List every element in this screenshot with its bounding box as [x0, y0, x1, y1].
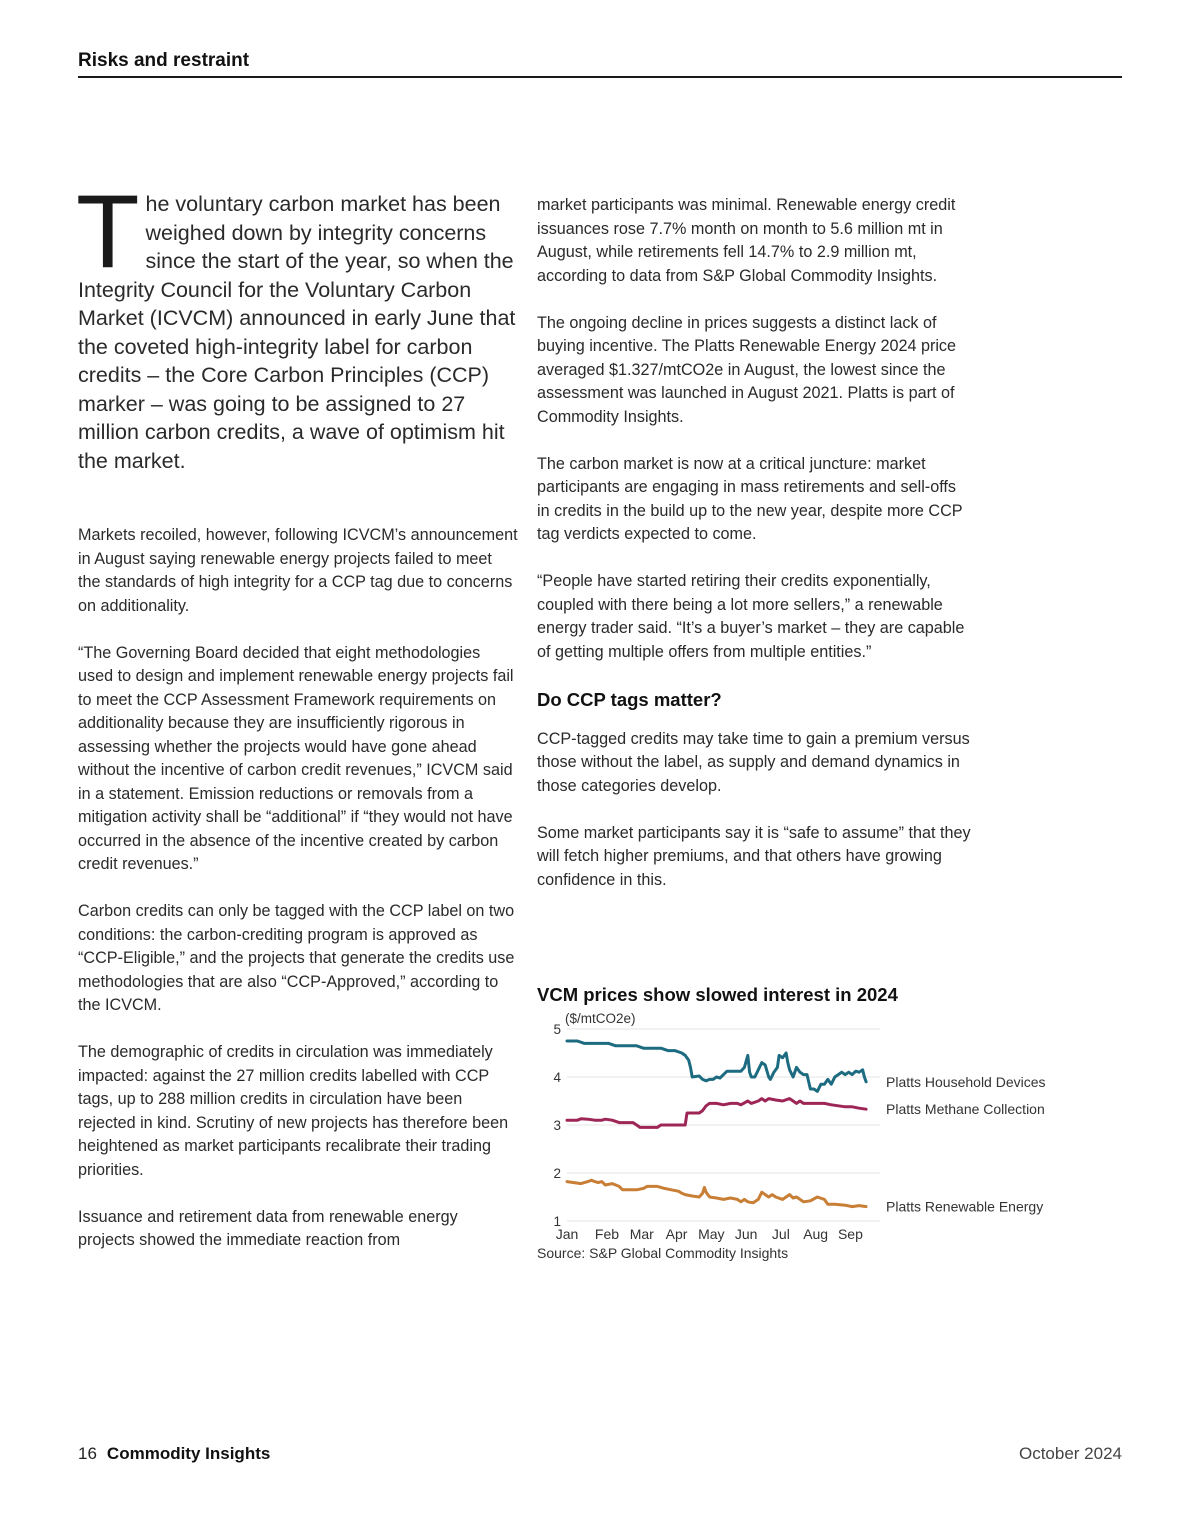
- x-tick-label: Aug: [803, 1226, 829, 1242]
- x-tick-label: Apr: [665, 1226, 688, 1242]
- series-legend-label: Platts Household Devices: [886, 1073, 1046, 1090]
- lead-text: he voluntary carbon market has been weighed down by integrity concerns since the start of the year, so when the Integrity Council for the Voluntary Carbon Market (ICVCM) announced in early June that the coveted high-integrity label for carbon credits – the Core Carbon Principles (CCP) marker – was going to be assigned to 27 million carbon credits, a wave of optimism hit the market.: [78, 192, 516, 473]
- x-tick-label: Jul: [771, 1226, 790, 1242]
- x-tick-label: Feb: [594, 1226, 620, 1242]
- y-tick-label: 2: [553, 1166, 561, 1181]
- chart-title: VCM prices show slowed interest in 2024: [537, 984, 898, 1005]
- brand-name: Commodity Insights: [106, 1444, 271, 1463]
- body-paragraph: market participants was minimal. Renewable energy credit issuances rose 7.7% month on month to 5.6 million mt in August, while retirements fell 14.7% to 2.9 million mt, according to data from S&P Global Commodity Insights.: [537, 196, 956, 285]
- y-tick-label: 5: [553, 1022, 561, 1037]
- subheading: Do CCP tags matter?: [537, 688, 722, 710]
- series-line: [567, 1041, 866, 1091]
- body-paragraph: The ongoing decline in prices suggests a distinct lack of buying incentive. The Platts Renewable Energy 2024 price averaged $1.327/mtCO2e in August, the lowest since the assessment was launched in August 2021. Platts is part of Commodity Insights.: [537, 313, 957, 426]
- body-paragraph: The demographic of credits in circulation was immediately impacted: against the 27 million credits labelled with CCP tags, up to 288 million credits in circulation have been rejected in kind. Scrutiny of new projects has therefore been heightened as market participants recalibrate their trading priorities.: [78, 1043, 509, 1179]
- body-paragraph: The carbon market is now at a critical juncture: market participants are engaging in mass retirements and sell-offs in credits in the build up to the new year, despite more CCP tag verdicts expected to come.: [537, 454, 963, 543]
- page-number: 16: [78, 1444, 97, 1463]
- series-line: [567, 1099, 866, 1128]
- publication-date: October 2024: [1018, 1444, 1122, 1463]
- x-tick-label: Mar: [629, 1226, 654, 1242]
- body-paragraph: CCP-tagged credits may take time to gain a premium versus those without the label, as supply and demand dynamics in those categories develop.: [537, 729, 970, 795]
- series-line: [567, 1180, 866, 1206]
- y-tick-label: 1: [553, 1214, 561, 1229]
- body-paragraph: Some market participants say it is “safe to assume” that they will fetch higher premiums, and that others have growing confidence in this.: [537, 823, 971, 889]
- body-paragraph: Markets recoiled, however, following ICVCM’s announcement in August saying renewable energy projects failed to meet the standards of high integrity for a CCP tag due to concerns on additionality.: [78, 526, 518, 615]
- price-line-chart: [537, 1005, 1097, 1243]
- series-legend-label: Platts Renewable Energy: [886, 1198, 1044, 1215]
- right-column: [537, 194, 972, 916]
- x-tick-label: May: [698, 1226, 725, 1242]
- series-legend-label: Platts Methane Collection: [886, 1101, 1045, 1118]
- y-axis-unit-label: ($/mtCO2e): [565, 1011, 636, 1026]
- section-title: Risks and restraint: [78, 50, 1122, 78]
- body-paragraph: Carbon credits can only be tagged with the CCP label on two conditions: the carbon-crediting program is approved as “CCP-Eligible,” and the projects that generate the credits use methodologies that are also “CCP-Approved,” according to the ICVCM.: [78, 902, 515, 1014]
- lead-paragraph: [76, 174, 518, 475]
- x-tick-label: Jun: [734, 1226, 758, 1242]
- y-tick-label: 4: [553, 1070, 561, 1085]
- y-tick-label: 3: [553, 1118, 561, 1133]
- drop-cap: T: [76, 174, 140, 290]
- body-paragraph: “The Governing Board decided that eight methodologies used to design and implement renewable energy projects fail to meet the CCP Assessment Framework requirements on additionality because they are insufficiently rigorous in assessing whether the projects would have gone ahead without the incentive of carbon credit revenues,” ICVCM said in a statement. Emission reductions or removals from a mitigation activity shall be “additional” if “they would not have occurred in the absence of the incentive created by carbon credit revenues.”: [78, 643, 514, 873]
- chart-source: Source: S&P Global Commodity Insights: [537, 1245, 789, 1261]
- x-tick-label: Jan: [555, 1226, 579, 1242]
- page-footer: [78, 1444, 1122, 1464]
- left-column: [78, 524, 518, 1276]
- body-paragraph: “People have started retiring their credits exponentially, coupled with there being a lot more sellers,” a renewable energy trader said. “It’s a buyer’s market – they are capable of getting multiple offers from multiple entities.”: [537, 572, 965, 661]
- x-tick-label: Sep: [837, 1226, 863, 1242]
- body-paragraph: Issuance and retirement data from renewable energy projects showed the immediate reaction from: [78, 1207, 458, 1249]
